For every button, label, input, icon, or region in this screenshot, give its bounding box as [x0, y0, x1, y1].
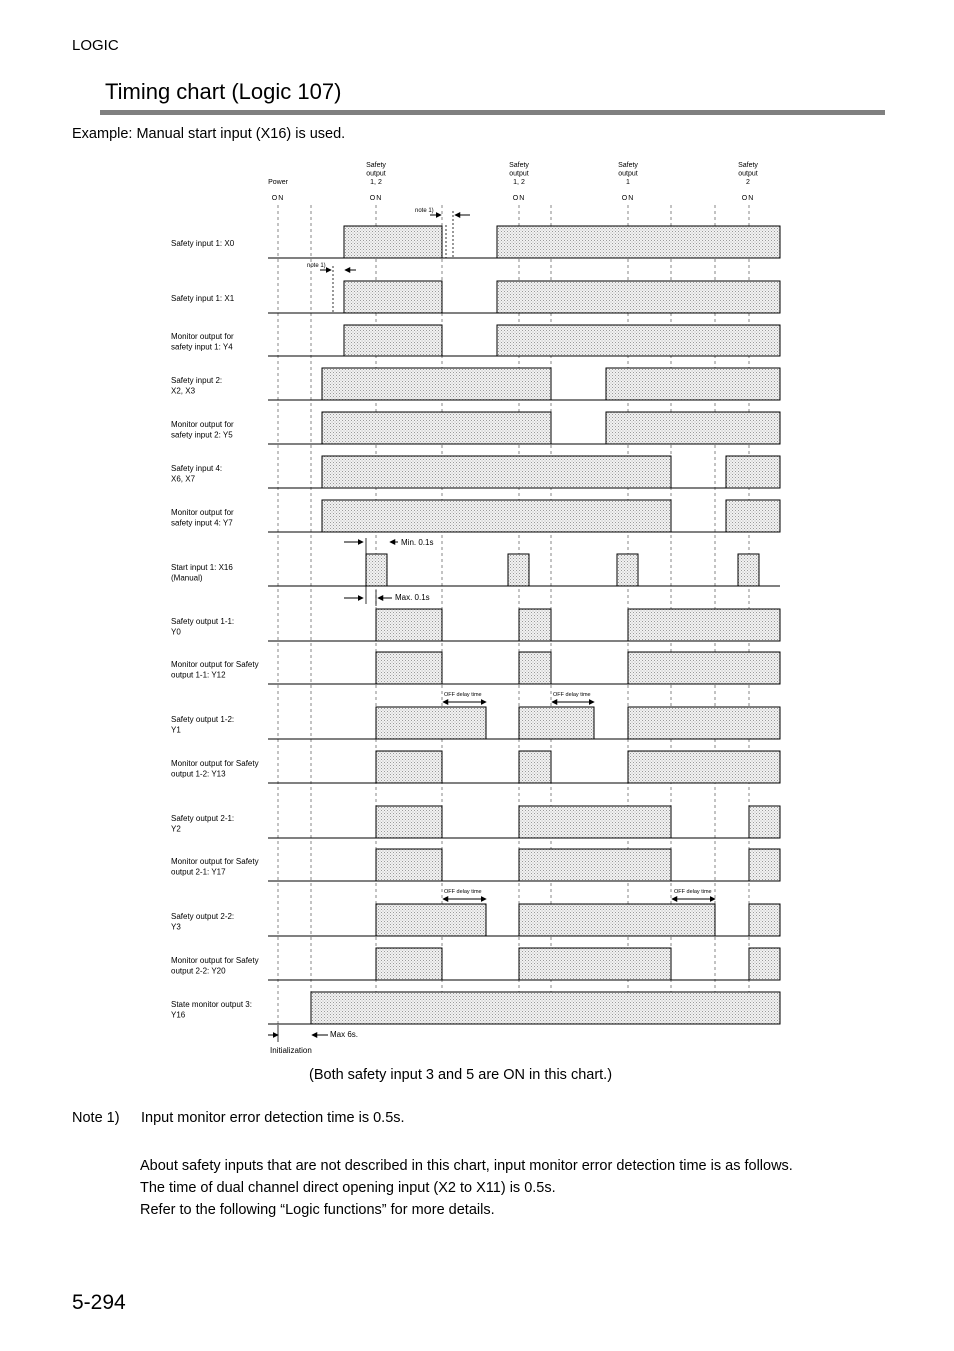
signal-label: safety input 1: Y4 — [171, 342, 233, 352]
signal-on-pulse — [519, 904, 715, 936]
signal-label: Y2 — [171, 824, 181, 834]
off-delay-label-1: OFF delay time — [444, 692, 482, 698]
page-number: 5-294 — [72, 1291, 126, 1314]
signal-label: Safety input 2: — [171, 375, 223, 385]
signal-label: Safety input 4: — [171, 463, 223, 473]
about-line: The time of dual channel direct opening input (X2 to X11) is 0.5s. — [140, 1180, 556, 1196]
signal-on-pulse — [376, 707, 486, 739]
signal-on-pulse — [519, 707, 594, 739]
signal-on-pulse — [322, 412, 551, 444]
top-state-label: ON — [621, 195, 635, 202]
signal-on-pulse — [322, 368, 551, 400]
signal-on-pulse — [628, 609, 780, 641]
signal-on-pulse — [617, 554, 638, 586]
signal-label: output 1-1: Y12 — [171, 670, 226, 680]
signal-on-pulse — [738, 554, 759, 586]
signal-on-pulse — [376, 948, 442, 980]
signal-label: State monitor output 3: — [171, 999, 252, 1009]
signal-label: Monitor output for Safety — [171, 955, 259, 965]
signal-label: Safety output 2-2: — [171, 911, 235, 921]
signal-label: Safety output 1-2: — [171, 714, 235, 724]
max6-label: Max 6s. — [330, 1030, 359, 1039]
signal-label: safety input 4: Y7 — [171, 518, 233, 528]
signal-on-pulse — [376, 751, 442, 783]
signal-on-pulse — [497, 226, 780, 258]
section-label: LOGIC — [72, 37, 119, 54]
signal-label: Monitor output for — [171, 331, 234, 341]
signal-on-pulse — [519, 652, 551, 684]
top-state-label: ON — [512, 195, 526, 202]
signal-on-pulse — [749, 904, 780, 936]
signal-on-pulse — [344, 325, 442, 356]
signal-on-pulse — [726, 500, 780, 532]
signal-label: Y1 — [171, 725, 181, 735]
top-label: Safety — [618, 162, 638, 169]
top-state-label: ON — [741, 195, 755, 202]
top-label: Safety — [366, 162, 386, 169]
signal-on-pulse — [519, 849, 671, 881]
top-label: 2 — [746, 179, 750, 186]
signal-on-pulse — [508, 554, 529, 586]
top-label: Safety — [509, 162, 529, 169]
top-label: Safety — [738, 162, 758, 169]
top-state-label: ON — [369, 195, 383, 202]
signal-on-pulse — [497, 325, 780, 356]
min-label: Min. 0.1s — [401, 538, 434, 547]
signal-on-pulse — [376, 652, 442, 684]
example-text: Example: Manual start input (X16) is used. — [72, 126, 346, 142]
top-state-label: ON — [271, 195, 285, 202]
signal-on-pulse — [628, 751, 780, 783]
note-label-x1: note 1) — [307, 263, 326, 269]
about-line: Refer to the following “Logic functions” for more details. — [140, 1202, 495, 1218]
signal-on-pulse — [311, 992, 780, 1024]
signal-on-pulse — [376, 904, 486, 936]
signal-label: Safety output 1-1: — [171, 616, 235, 626]
signal-on-pulse — [519, 948, 671, 980]
note-1-text: Input monitor error detection time is 0.5s. — [141, 1110, 405, 1126]
signal-label: (Manual) — [171, 573, 203, 583]
about-paragraph — [140, 1155, 793, 1221]
signal-label: Start input 1: X16 — [171, 562, 233, 572]
signal-label: Safety input 1: X0 — [171, 239, 235, 248]
signal-label: output 1-2: Y13 — [171, 769, 226, 779]
note-1 — [72, 1110, 405, 1126]
signal-on-pulse — [322, 456, 671, 488]
top-label: output — [366, 170, 386, 178]
note-label-x0: note 1) — [415, 208, 434, 214]
signal-label: output 2-1: Y17 — [171, 867, 226, 877]
signal-on-pulse — [749, 948, 780, 980]
signal-on-pulse — [628, 652, 780, 684]
signal-on-pulse — [606, 412, 780, 444]
top-label: output — [509, 170, 529, 178]
initialization-label: Initialization — [270, 1046, 312, 1055]
max-label: Max. 0.1s — [395, 593, 430, 602]
top-label: Power — [268, 179, 288, 186]
top-label: 1, 2 — [513, 179, 525, 186]
signal-on-pulse — [322, 500, 671, 532]
signal-on-pulse — [497, 281, 780, 313]
signal-on-pulse — [749, 806, 780, 838]
signal-label: Y16 — [171, 1010, 186, 1020]
signal-label: Monitor output for Safety — [171, 758, 259, 768]
signal-on-pulse — [376, 806, 442, 838]
signal-on-pulse — [376, 849, 442, 881]
signal-label: Monitor output for — [171, 507, 234, 517]
signal-label: Y3 — [171, 922, 181, 932]
signal-label: output 2-2: Y20 — [171, 966, 226, 976]
signal-label: Safety output 2-1: — [171, 813, 235, 823]
off-delay-label-4: OFF delay time — [674, 889, 712, 895]
off-delay-label-2: OFF delay time — [553, 692, 591, 698]
signal-on-pulse — [366, 554, 387, 586]
top-label: 1, 2 — [370, 179, 382, 186]
chart-note: (Both safety input 3 and 5 are ON in this chart.) — [309, 1067, 613, 1083]
note-1-label: Note 1) — [72, 1110, 120, 1126]
signal-label: X2, X3 — [171, 386, 196, 396]
signal-label: Y0 — [171, 627, 181, 637]
signal-label: Monitor output for Safety — [171, 659, 259, 669]
signal-label: Safety input 1: X1 — [171, 294, 235, 303]
signal-on-pulse — [376, 609, 442, 641]
signal-on-pulse — [519, 609, 551, 641]
signal-on-pulse — [344, 281, 442, 313]
signal-on-pulse — [519, 751, 551, 783]
signal-on-pulse — [749, 849, 780, 881]
off-delay-label-3: OFF delay time — [444, 889, 482, 895]
signal-on-pulse — [628, 707, 780, 739]
signal-label: Monitor output for Safety — [171, 856, 259, 866]
signal-label: X6, X7 — [171, 474, 196, 484]
page-title: Timing chart (Logic 107) — [105, 79, 342, 104]
signal-on-pulse — [344, 226, 442, 258]
top-label: output — [618, 170, 638, 178]
signal-on-pulse — [519, 806, 671, 838]
signal-label: safety input 2: Y5 — [171, 430, 233, 440]
signal-on-pulse — [606, 368, 780, 400]
signal-label: Monitor output for — [171, 419, 234, 429]
signal-on-pulse — [726, 456, 780, 488]
top-label: output — [738, 170, 758, 178]
top-label: 1 — [626, 179, 630, 186]
about-line: About safety inputs that are not described in this chart, input monitor error detection time is as follows. — [140, 1158, 793, 1174]
